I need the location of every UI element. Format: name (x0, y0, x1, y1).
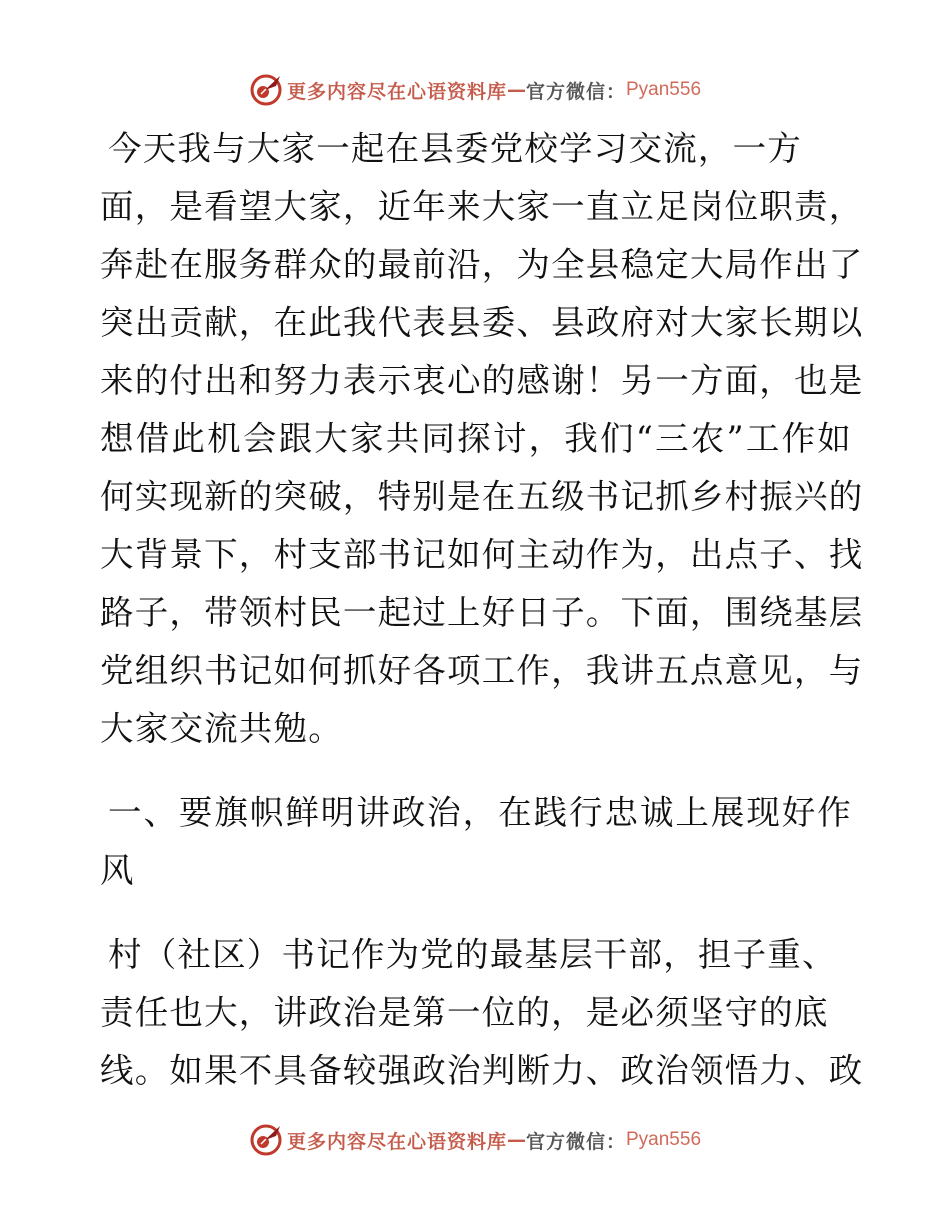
footer-watermark (0, 1120, 950, 1160)
text-line: 党组织书记如何抓好各项工作，我讲五点意见，与 (100, 651, 864, 690)
watermark-label: 官方微信： (525, 1130, 626, 1153)
paragraph-section-1 (100, 926, 864, 1100)
watermark-separator: — (506, 79, 526, 101)
watermark-wechat-id: Pyan556 (626, 1129, 702, 1150)
text-line: 奔赴在服务群众的最前沿，为全县稳定大局作出了 (100, 245, 864, 284)
heading-line: 一、要旗帜鲜明讲政治，在践行忠诚上展现好作 (108, 793, 852, 832)
quill-logo-icon (249, 73, 283, 107)
document-body (100, 120, 864, 1100)
text-line: 大家交流共勉。 (100, 709, 343, 748)
text-line: 路子，带领村民一起过上好日子。下面，围绕基层 (100, 593, 864, 632)
heading-line: 风 (100, 851, 135, 890)
section-heading-1 (100, 784, 852, 900)
quill-logo-icon (249, 1123, 283, 1157)
text-line: 村（社区）书记作为党的最基层干部，担子重、 (108, 935, 837, 974)
text-line: 面，是看望大家，近年来大家一直立足岗位职责， (100, 187, 864, 226)
text-line: 何实现新的突破，特别是在五级书记抓乡村振兴的 (100, 477, 864, 516)
text-line: 想借此机会跟大家共同探讨，我们“三农”工作如 (100, 419, 852, 458)
text-line: 突出贡献，在此我代表县委、县政府对大家长期以 (100, 303, 864, 342)
text-line: 今天我与大家一起在县委党校学习交流，一方 (108, 129, 802, 168)
watermark-label: 官方微信： (525, 80, 626, 103)
header-watermark (0, 70, 950, 110)
watermark-brand: 更多内容尽在心语资料库 (286, 80, 507, 103)
watermark-wechat-id: Pyan556 (626, 79, 702, 100)
text-line: 责任也大，讲政治是第一位的，是必须坚守的底 (100, 993, 829, 1032)
watermark-brand: 更多内容尽在心语资料库 (286, 1130, 507, 1153)
text-line: 来的付出和努力表示衷心的感谢！另一方面，也是 (100, 361, 864, 400)
paragraph-intro (100, 120, 864, 758)
watermark-separator: — (506, 1129, 526, 1151)
text-line: 线。如果不具备较强政治判断力、政治领悟力、政 (100, 1051, 864, 1090)
text-line: 大背景下，村支部书记如何主动作为，出点子、找 (100, 535, 864, 574)
